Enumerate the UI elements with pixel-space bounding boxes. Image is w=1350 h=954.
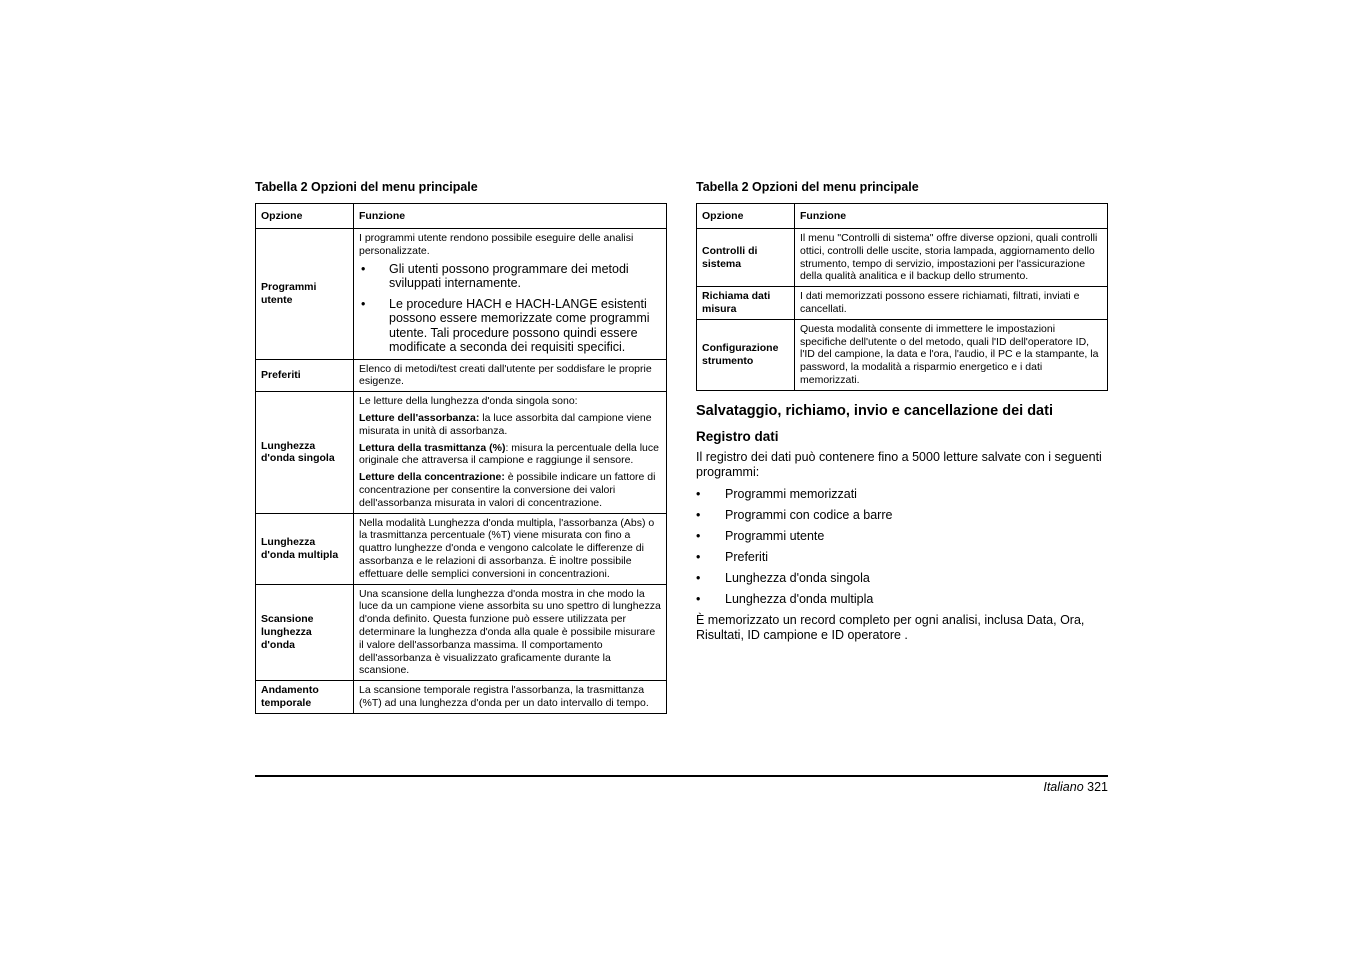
definition-item (359, 412, 662, 438)
option-cell: Lunghezza d'onda singola (256, 392, 354, 513)
option-cell: Lunghezza d'onda multipla (256, 513, 354, 584)
table-caption: Tabella 2 Opzioni del menu principale (696, 180, 919, 194)
table-row (256, 359, 667, 392)
table-row (697, 287, 1108, 320)
program-list (696, 487, 1108, 607)
list-item-text: Programmi con codice a barre (725, 507, 893, 522)
bullet-symbol: • (696, 486, 701, 501)
definition-item (359, 442, 662, 468)
definition-term: Letture della concentrazione: (359, 471, 505, 484)
list-item (696, 508, 1108, 523)
table-row (256, 229, 667, 360)
option-cell: Richiama dati misura (697, 287, 795, 320)
intro-paragraph: Il registro dei dati può contenere fino a 5000 letture salvate con i seguenti programmi: (696, 449, 1102, 480)
bullet-text: Gli utenti possono programmare dei metodi sviluppati internamente. (389, 261, 629, 291)
definition-term: Lettura della trasmittanza (%) (359, 441, 506, 454)
list-item-text: Lunghezza d'onda multipla (725, 591, 874, 606)
table-header-row (256, 204, 667, 229)
definition-item (359, 471, 662, 509)
definition-desc: è possibile indicare un fattore di concentrazione per consentire la conversione dei valori dell'assorbanza misurata in valori di concentrazione. (359, 471, 656, 509)
definition-desc: la luce assorbita dal campione viene misurata in unità di assorbanza. (359, 411, 652, 437)
option-cell: Scansione lunghezza d'onda (256, 584, 354, 681)
function-intro: I programmi utente rendono possibile eseguire delle analisi personalizzate. (359, 232, 634, 257)
function-cell (354, 229, 667, 360)
option-cell: Preferiti (256, 359, 354, 392)
option-cell: Controlli di sistema (697, 229, 795, 287)
list-item (696, 529, 1108, 544)
function-cell: Il menu "Controlli di sistema" offre diverse opzioni, quali controlli ottici, controlli delle uscite, storia lampada, aggiornamento dello strumento, tempo di servizio, impostazioni per l'assicurazione della qualità analitica e il backup dello strumento. (795, 229, 1108, 287)
function-cell (354, 392, 667, 513)
header-option: Opzione (256, 204, 354, 229)
option-cell: Andamento temporale (256, 681, 354, 714)
table-row (256, 584, 667, 681)
function-cell: Elenco di metodi/test creati dall'utente per soddisfare le proprie esigenze. (354, 359, 667, 392)
table-row (697, 319, 1108, 390)
page-footer (1043, 780, 1108, 794)
function-cell: La scansione temporale registra l'assorbanza, la trasmittanza (%T) ad una lunghezza d'onda per un dato intervallo di tempo. (354, 681, 667, 714)
bullet-symbol: • (696, 591, 701, 606)
page-number: 321 (1087, 780, 1108, 794)
section-title: Salvataggio, richiamo, invio e cancellazione dei dati (696, 402, 1053, 419)
list-item (696, 550, 1108, 565)
bullet-symbol: • (361, 296, 366, 311)
bullet-symbol: • (361, 261, 366, 276)
header-option: Opzione (697, 204, 795, 229)
definition-desc: : misura la percentuale della luce originale che attraversa il campione e raggiunge il sensore. (359, 441, 659, 467)
header-function: Funzione (795, 204, 1108, 229)
bullet-text: Le procedure HACH e HACH-LANGE esistenti possono essere memorizzate come programmi utente. Tali procedure possono quindi essere modificate a seconda dei requisiti specifici. (389, 296, 650, 355)
list-item-text: Lunghezza d'onda singola (725, 570, 870, 585)
bullet-item (359, 297, 662, 355)
right-column (696, 180, 1108, 650)
function-cell: I dati memorizzati possono essere richiamati, filtrati, inviati e cancellati. (795, 287, 1108, 320)
left-column (255, 180, 667, 714)
header-function: Funzione (354, 204, 667, 229)
footer-divider (255, 775, 1108, 777)
table-row (256, 392, 667, 513)
function-cell: Nella modalità Lunghezza d'onda multipla, l'assorbanza (Abs) o la trasmittanza percentuale (%T) viene misurata con fino a quattro lunghezze d'onda e vengono calcolate le differenze di assorbanza e le relazioni di assorbanza. È inoltre possibile effettuare delle semplici conversioni in concentrazioni. (354, 513, 667, 584)
bullet-symbol: • (696, 570, 701, 585)
list-item (696, 592, 1108, 607)
list-item-text: Programmi utente (725, 528, 825, 543)
table-row (256, 681, 667, 714)
table-header-row (697, 204, 1108, 229)
list-item (696, 487, 1108, 502)
bullet-symbol: • (696, 549, 701, 564)
list-item-text: Programmi memorizzati (725, 486, 857, 501)
bullet-symbol: • (696, 507, 701, 522)
function-cell: Una scansione della lunghezza d'onda mostra in che modo la luce da un campione viene assorbita su uno spettro di lunghezza d'onda definito. Questa funzione può essere utilizzata per determinare la lunghezza d'onda alla quale è possibile misurare il valore dell'assorbanza massima. Il comportamento dell'assorbanza è visualizzato graficamente durante la scansione. (354, 584, 667, 681)
function-cell: Questa modalità consente di immettere le impostazioni specifiche dell'utente o del metodo, quali l'ID dell'operatore ID, l'ID del campione, la data e l'ora, l'audio, il PC e la stampante, la password, la modalità a risparmio energetico e i dati memorizzati. (795, 319, 1108, 390)
list-item (696, 571, 1108, 586)
menu-options-table-continued (696, 203, 1108, 391)
menu-options-table (255, 203, 667, 714)
definition-term: Letture dell'assorbanza: (359, 411, 480, 424)
list-item-text: Preferiti (725, 549, 769, 564)
option-cell: Configurazione strumento (697, 319, 795, 390)
footer-language: Italiano (1043, 780, 1084, 794)
function-intro: Le letture della lunghezza d'onda singola sono: (359, 395, 578, 408)
bullet-symbol: • (696, 528, 701, 543)
table-caption: Tabella 2 Opzioni del menu principale (255, 180, 478, 194)
bullet-item (359, 262, 662, 291)
outro-paragraph: È memorizzato un record completo per ogni analisi, inclusa Data, Ora, Risultati, ID campione e ID operatore . (696, 612, 1085, 643)
table-row (256, 513, 667, 584)
table-row (697, 229, 1108, 287)
subsection-title: Registro dati (696, 428, 779, 444)
option-cell: Programmi utente (256, 229, 354, 360)
